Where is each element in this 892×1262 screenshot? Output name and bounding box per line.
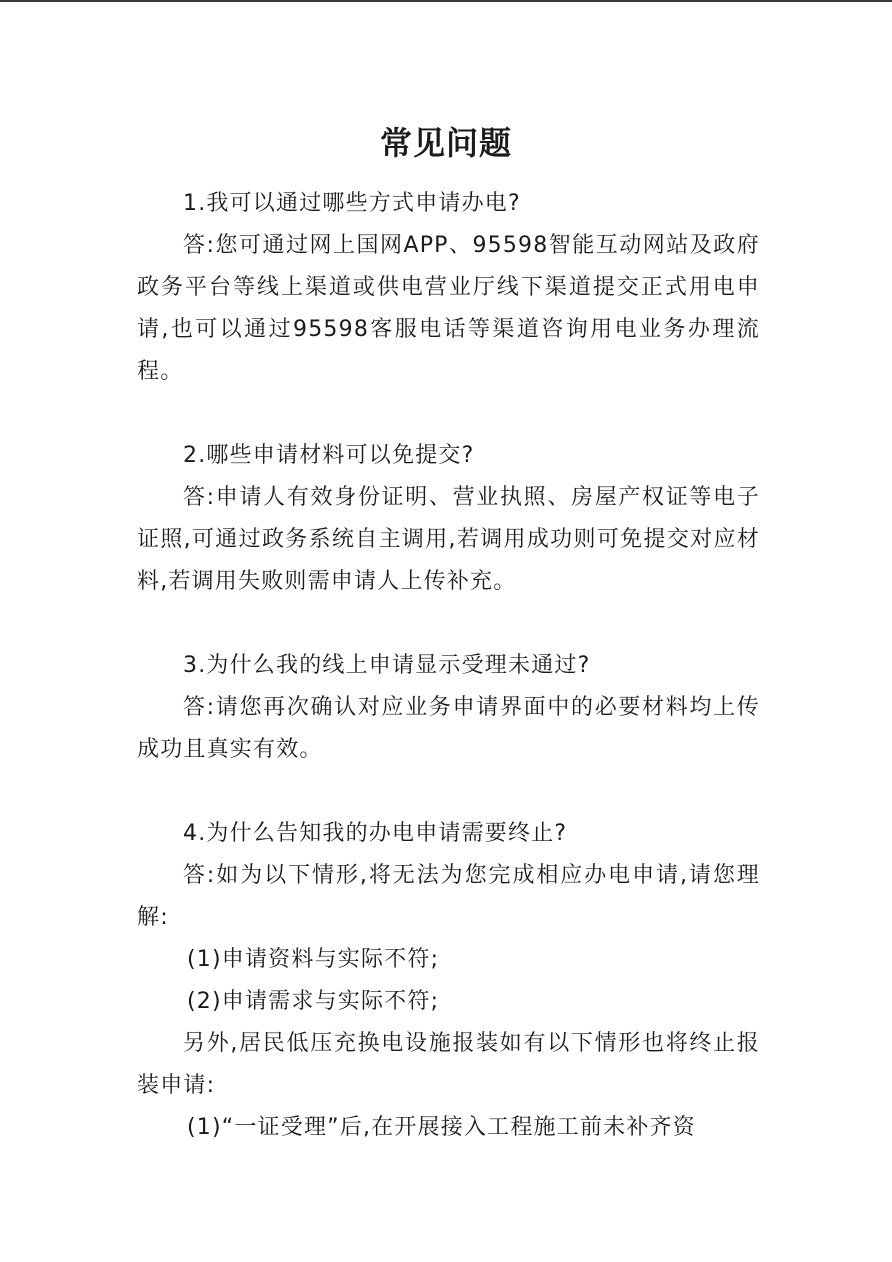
spacer: [137, 771, 760, 813]
list-item: (1)“一证受理”后,在开展接入工程施工前未补齐资: [187, 1115, 696, 1140]
top-border-line: [0, 0, 892, 2]
list-item: (2)申请需求与实际不符;: [187, 989, 440, 1014]
question-1: 1.我可以通过哪些方式申请办电?: [183, 191, 521, 216]
answer-2: 答:申请人有效身份证明、营业执照、房屋产权证等电子证照,可通过政务系统自主调用,若调用成功则可免提交对应材料,若调用失败则需申请人上传补充。: [137, 485, 760, 594]
answer-1: 答:您可通过网上国网APP、95598智能互动网站及政府政务平台等线上渠道或供电营业厅线下渠道提交正式用电申请,也可以通过95598客服电话等渠道咨询用电业务办理流程。: [137, 233, 760, 384]
question-3: 3.为什么我的线上申请显示受理未通过?: [183, 653, 591, 678]
question-2: 2.哪些申请材料可以免提交?: [183, 443, 475, 468]
question-4: 4.为什么告知我的办电申请需要终止?: [183, 821, 568, 846]
faq-content: [137, 183, 760, 1149]
list-item: (1)申请资料与实际不符;: [187, 947, 440, 972]
page-title: 常见问题: [379, 124, 512, 162]
spacer: [137, 603, 760, 645]
answer-4: 答:如为以下情形,将无法为您完成相应办电申请,请您理解:: [137, 863, 760, 930]
answer-3: 答:请您再次确认对应业务申请界面中的必要材料均上传成功且真实有效。: [137, 695, 760, 762]
additional-note: 另外,居民低压充换电设施报装如有以下情形也将终止报装申请:: [137, 1031, 760, 1098]
spacer: [137, 393, 760, 435]
